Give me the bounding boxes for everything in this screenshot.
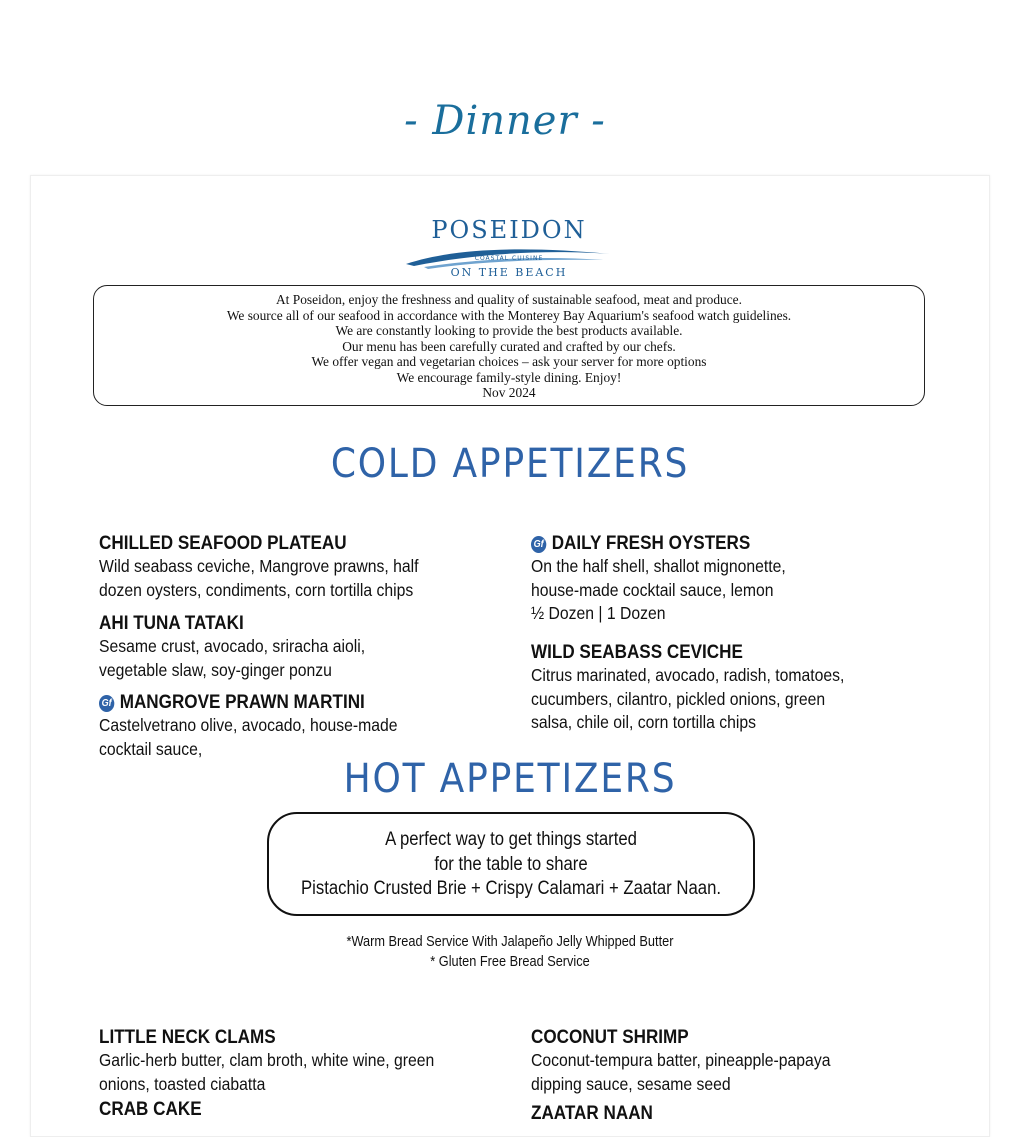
item-description (531, 664, 891, 735)
share-box (267, 812, 755, 916)
share-box-line: Pistachio Crusted Brie + Crispy Calamari + Zaatar Naan. (300, 878, 722, 899)
gluten-free-icon: Gf (531, 536, 546, 553)
share-box-line: A perfect way to get things started (385, 829, 637, 850)
menu-item-daily-fresh-oysters (531, 532, 901, 626)
intro-line: We offer vegan and vegetarian choices – ask your server for more options (311, 354, 707, 369)
item-desc-line: Castelvetrano olive, avocado, house-made (99, 715, 398, 735)
poseidon-logo (404, 214, 614, 282)
item-name-text: DAILY FRESH OYSTERS (551, 533, 751, 554)
item-desc-line: On the half shell, shallot mignonette, (531, 556, 786, 576)
item-name-text: MANGROVE PRAWN MARTINI (119, 692, 365, 713)
item-name: AHI TUNA TATAKI (99, 613, 244, 634)
item-desc-line: Sesame crust, avocado, sriracha aioli, (99, 636, 366, 656)
logo-tagline: COASTAL CUISINE (474, 255, 544, 262)
bread-note: *Warm Bread Service With Jalapeño Jelly Whipped Butter (346, 933, 674, 950)
item-desc-line: ½ Dozen | 1 Dozen (531, 603, 666, 623)
item-desc-line: Wild seabass ceviche, Mangrove prawns, half (99, 556, 419, 576)
hot-appetizers-title: HOT APPETIZERS (343, 756, 677, 802)
item-description (99, 714, 459, 761)
item-name: CHILLED SEAFOOD PLATEAU (99, 533, 347, 554)
item-name: WILD SEABASS CEVICHE (531, 642, 743, 663)
logo-brand: POSEIDON (431, 216, 587, 244)
item-desc-line: onions, toasted ciabatta (99, 1073, 266, 1094)
menu-item-mangrove-prawn-martini (99, 691, 469, 761)
menu-item-ahi-tuna-tataki (99, 612, 469, 682)
intro-line: We source all of our seafood in accordance with the Monterey Bay Aquarium's seafood watch guidelines. (226, 307, 792, 323)
intro-line: We are constantly looking to provide the best products available. (335, 323, 683, 338)
item-desc-line: dipping sauce, sesame seed (531, 1073, 731, 1094)
item-desc-line: cocktail sauce, (99, 738, 203, 759)
item-name (99, 691, 432, 714)
item-description (531, 555, 891, 626)
page-heading: - Dinner - (404, 98, 606, 144)
menu-item-little-neck-clams (99, 1026, 469, 1096)
item-description (531, 1049, 891, 1096)
gluten-free-icon: Gf (99, 695, 114, 712)
menu-item-crab-cake (99, 1098, 469, 1121)
menu-date: Nov 2024 (482, 385, 536, 400)
logo-location: ON THE BEACH (450, 266, 568, 279)
menu-item-coconut-shrimp (531, 1026, 901, 1096)
menu-item-chilled-seafood-plateau (99, 532, 469, 602)
menu-card (30, 175, 990, 1137)
menu-item-zaatar-naan (531, 1102, 901, 1125)
item-desc-line: house-made cocktail sauce, lemon (531, 579, 774, 600)
item-name: LITTLE NECK CLAMS (99, 1027, 276, 1048)
intro-box (93, 285, 925, 406)
menu-item-wild-seabass-ceviche (531, 641, 901, 735)
item-name: CRAB CAKE (99, 1099, 202, 1120)
item-name (531, 532, 864, 555)
share-box-line: for the table to share (434, 853, 588, 875)
item-desc-line: cucumbers, cilantro, pickled onions, green (531, 688, 826, 709)
item-description (99, 555, 459, 602)
item-desc-line: Garlic-herb butter, clam broth, white wine, green (99, 1050, 435, 1070)
intro-line: At Poseidon, enjoy the freshness and quality of sustainable seafood, meat and produce. (276, 292, 742, 307)
item-desc-line: vegetable slaw, soy-ginger ponzu (99, 659, 332, 680)
item-desc-line: dozen oysters, condiments, corn tortilla chips (99, 579, 414, 600)
intro-line: Our menu has been carefully curated and crafted by our chefs. (342, 338, 676, 354)
item-description (99, 635, 459, 682)
bread-service-notes (31, 932, 989, 972)
item-desc-line: Citrus marinated, avocado, radish, tomatoes, (531, 665, 845, 685)
item-name: COCONUT SHRIMP (531, 1027, 689, 1048)
item-name: ZAATAR NAAN (531, 1103, 653, 1124)
bread-note: * Gluten Free Bread Service (430, 953, 590, 970)
item-desc-line: salsa, chile oil, corn tortilla chips (531, 712, 756, 732)
item-description (99, 1049, 459, 1096)
cold-appetizers-title: COLD APPETIZERS (330, 441, 690, 487)
item-desc-line: Coconut-tempura batter, pineapple-papaya (531, 1050, 831, 1070)
intro-line: We encourage family-style dining. Enjoy! (396, 369, 622, 385)
